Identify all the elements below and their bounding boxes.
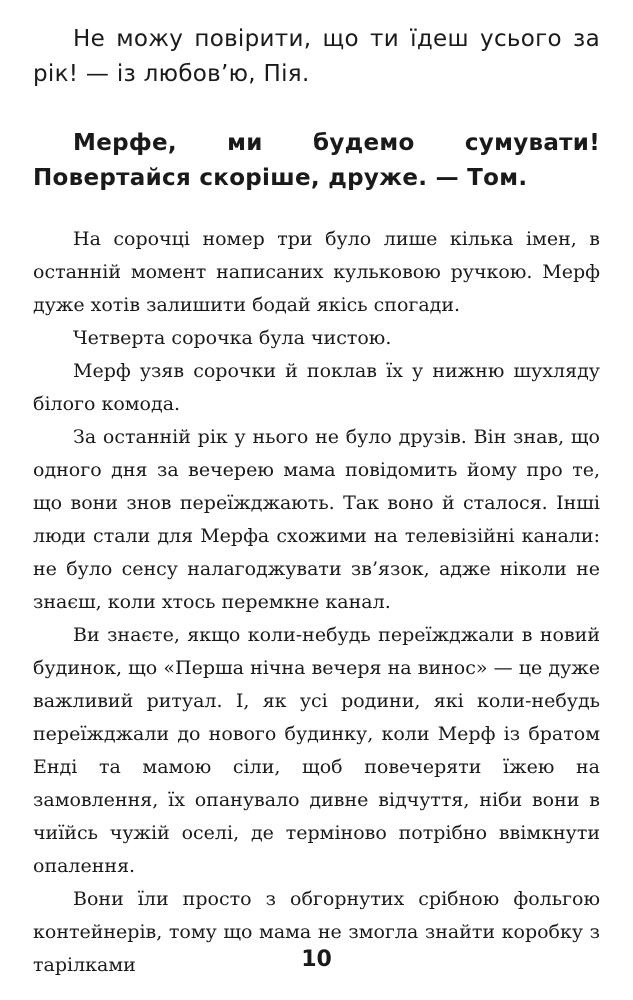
handwritten-note-pia: Не можу повірити, що ти їдеш усього за рік! — із любов’ю, Пія. [33,26,600,87]
paragraph: Мерф узяв сорочки й поклав їх у нижню шухляду білого комода. [33,360,600,415]
paragraph: Вони їли просто з обгорнутих срібною фольгою контейнерів, тому що мама не змогла знайти коробку з тарілками [33,888,600,976]
paragraph: Ви знаєте, якщо коли-небудь переїжджали в новий будинок, що «Перша нічна вечеря на винос» — це дуже важливий ритуал. І, як усі родини, які коли-небудь переїжджали до нового будинку, коли Мерф із братом Енді та мамою сіли, щоб повечеряти їжею на замовлення, їх опанувало дивне відчуття, ніби вони в чиїйсь чужій оселі, де терміново потрібно ввімкнути опалення. [33,624,600,877]
book-page [33,0,600,1000]
page-number: 10 [301,947,332,972]
body-text [33,223,600,982]
paragraph: Четверта сорочка була чистою. [73,327,392,349]
paragraph: За останній рік у нього не було друзів. Він знав, що одного дня за вечерею мама повідомить йому про те, що вони знов переїжджають. Так воно й сталося. Інші люди стали для Мерфа схожими на телевізійні канали: не було сенсу налагоджувати зв’язок, адже ніколи не знаєш, коли хтось перемкне канал. [33,426,600,613]
paragraph: На сорочці номер три було лише кілька імен, в останній момент написаних кульковою ручкою. Мерф дуже хотів залишити бодай якісь спогади. [33,228,600,316]
handwritten-note-tom: Мерфе, ми будемо сумувати! Повертайся скоріше, друже. — Том. [33,130,600,191]
